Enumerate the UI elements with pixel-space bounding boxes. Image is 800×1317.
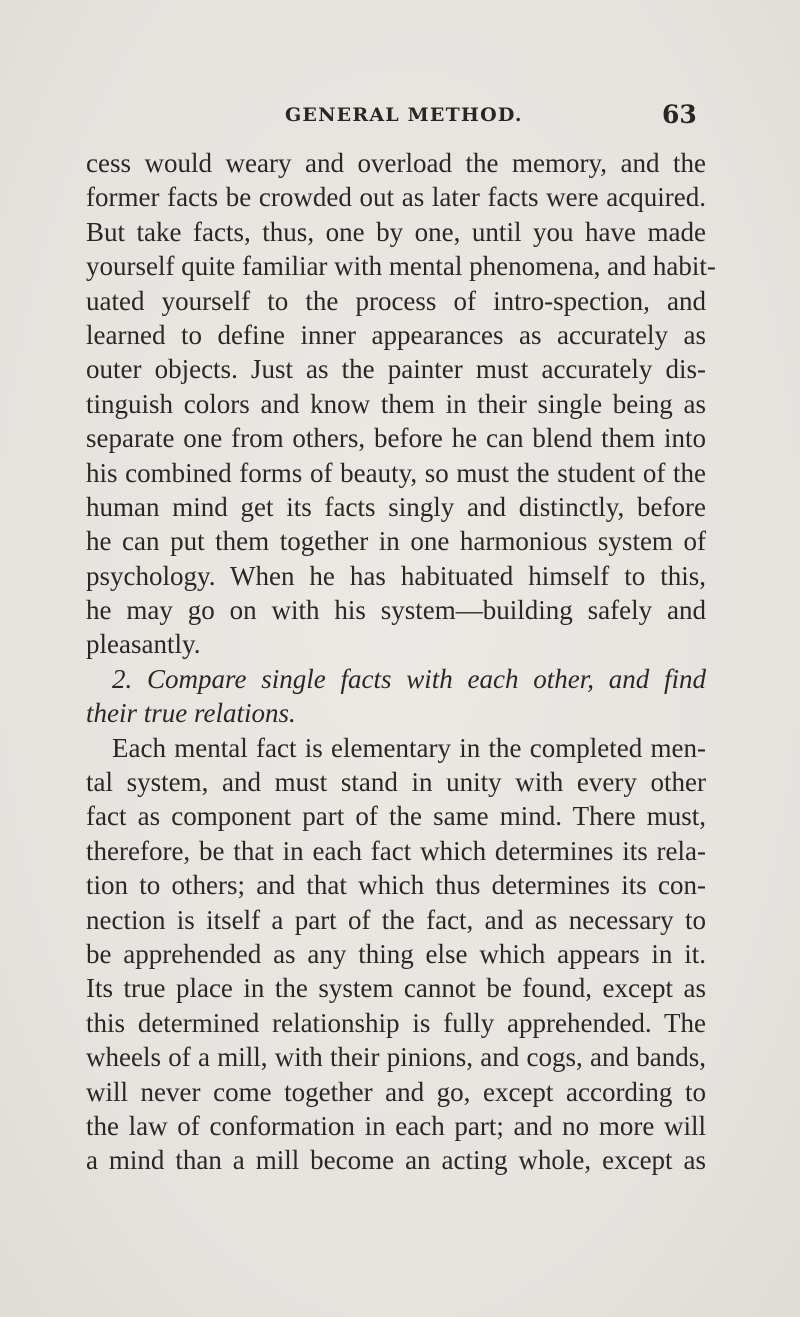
text-line: his combined forms of beauty, so must the student of the	[86, 457, 706, 488]
text-line: this determined relationship is fully apprehended. The	[86, 1007, 706, 1038]
text-line: tion to others; and that which thus determines its con-	[86, 870, 706, 901]
text-line: psychology. When he has habituated himself to this,	[86, 560, 706, 591]
text-line: Its true place in the system cannot be found, except as	[86, 973, 706, 1004]
text-line: Each mental fact is elementary in the completed men-	[112, 732, 706, 763]
text-line: learned to define inner appearances as accurately as	[86, 319, 706, 350]
page-number: 63	[662, 100, 697, 129]
text-line: nection is itself a part of the fact, and as necessary to	[86, 904, 706, 935]
text-line: former facts be crowded out as later facts were acquired.	[86, 182, 706, 213]
text-line: therefore, be that in each fact which determines its rela-	[86, 835, 706, 866]
text-line: But take facts, thus, one by one, until you have made	[86, 216, 706, 247]
text-line: cess would weary and overload the memory, and the	[86, 148, 706, 178]
text-line: he may go on with his system—building safely and	[86, 595, 706, 626]
text-line: separate one from others, before he can blend them into	[86, 423, 706, 454]
text-line: yourself quite familiar with mental phenomena, and habit-	[86, 251, 716, 282]
text-line: uated yourself to the process of intro-spection, and	[86, 285, 706, 316]
text-line: the law of conformation in each part; and no more will	[86, 1110, 706, 1141]
body-text	[86, 146, 716, 1178]
text-line: he can put them together in one harmonious system of	[86, 526, 706, 557]
text-line: will never come together and go, except according to	[86, 1076, 706, 1107]
text-line: wheels of a mill, with their pinions, and cogs, and bands,	[86, 1042, 706, 1073]
text-line: be apprehended as any thing else which appears in it.	[86, 938, 706, 969]
text-line: human mind get its facts singly and distinctly, before	[86, 491, 706, 522]
text-line: outer objects. Just as the painter must accurately dis-	[86, 354, 706, 385]
section-heading-line: their true relations.	[86, 698, 296, 729]
text-line: tal system, and must stand in unity with every other	[86, 767, 706, 798]
page-header	[0, 100, 800, 136]
running-head: GENERAL METHOD.	[285, 104, 523, 126]
text-line: tinguish colors and know them in their single being as	[86, 388, 706, 419]
text-line: a mind than a mill become an acting whole, except as	[86, 1145, 706, 1176]
text-line: fact as component part of the same mind. There must,	[86, 801, 706, 832]
text-line: pleasantly.	[86, 629, 201, 660]
section-heading-line: 2. Compare single facts with each other, and find	[112, 663, 706, 694]
